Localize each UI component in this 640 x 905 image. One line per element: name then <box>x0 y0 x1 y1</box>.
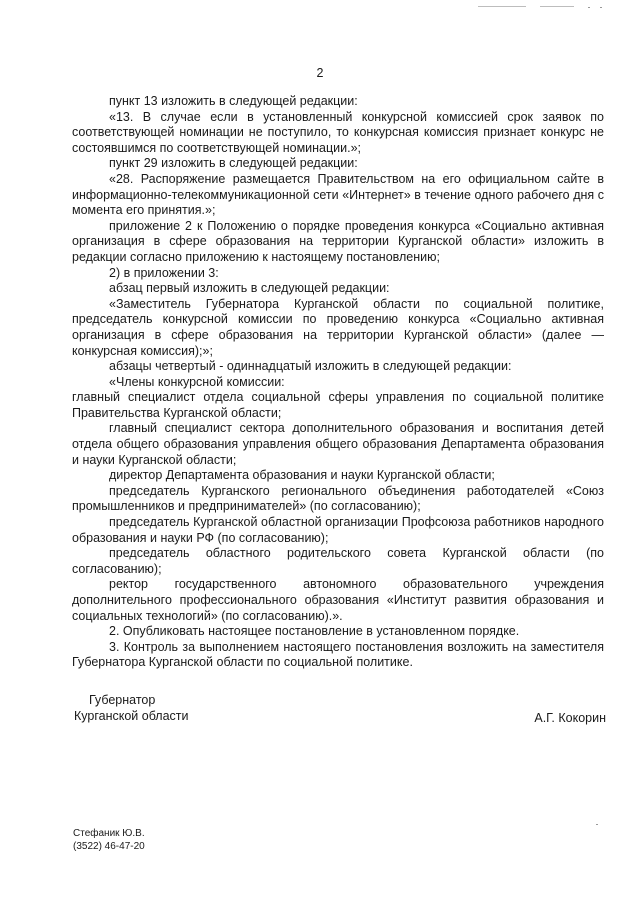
paragraph: «13. В случае если в установленный конкурсной комиссией срок заявок по соответствующей номинации не поступило, то конкурсная комиссия признает конкурс не состоявшимся по соответствующей номинации.»; <box>72 109 604 155</box>
paragraph: председатель областного родительского совета Курганской области (по согласованию); <box>72 546 604 576</box>
paragraph: главный специалист сектора дополнительного образования и воспитания детей отдела общего образования управления общего образования Департамента образования и науки Курганской области; <box>72 421 604 467</box>
paragraph: 3. Контроль за выполнением настоящего постановления возложить на заместителя Губернатора Курганской области по социальной политике. <box>72 639 604 670</box>
executor-phone: (3522) 46-47-20 <box>73 840 145 852</box>
signatory-name: А.Г. Кокорин <box>534 711 606 725</box>
paragraph: пункт 13 изложить в следующей редакции: <box>109 94 358 108</box>
paragraph: председатель Курганской областной организации Профсоюза работников народного образования и науки РФ (по согласованию); <box>72 515 604 545</box>
page-number: 2 <box>316 66 324 80</box>
signature-title <box>74 692 189 724</box>
paragraph: «Заместитель Губернатора Курганской области по социальной политике, председатель конкурсной комиссии по проведению конкурса «Социально активная организация в сфере образования на территории Курганской области» (далее — конкурсная комиссия);»; <box>72 296 604 358</box>
paragraph: директор Департамента образования и науки Курганской области; <box>109 468 495 483</box>
paragraph: главный специалист отдела социальной сферы управления по социальной политике Правительства Курганской области; <box>72 390 604 420</box>
scan-artifact <box>600 7 602 8</box>
paragraph: председатель Курганского регионального объединения работодателей «Союз промышленников и предпринимателей» (по согласованию); <box>72 483 604 514</box>
document-body <box>72 94 604 671</box>
paragraph: «28. Распоряжение размещается Правительством на его официальном сайте в информационно-телекоммуникационной сети «Интернет» в течение одного рабочего дня с момента его принятия.»; <box>72 171 604 218</box>
paragraph: «Члены конкурсной комиссии: <box>109 374 285 389</box>
paragraph: 2. Опубликовать настоящее постановление в установленном порядке. <box>109 624 520 639</box>
scan-artifact <box>540 6 574 7</box>
signature-title-line: Губернатор <box>89 693 156 707</box>
executor-name: Стефаник Ю.В. <box>73 828 145 839</box>
scan-artifact <box>588 7 590 8</box>
paragraph: приложение 2 к Положению о порядке проведения конкурса «Социально активная организация в сфере образования на территории Курганской области» изложить в редакции согласно приложению к настоящему постановлению; <box>72 218 604 264</box>
paragraph: ректор государственного автономного образовательного учреждения дополнительного профессионального образования «Институт развития образования и социальных технологий» (по согласованию).». <box>72 577 604 623</box>
paragraph: абзац первый изложить в следующей редакции: <box>109 281 390 296</box>
paragraph: пункт 29 изложить в следующей редакции: <box>109 156 358 171</box>
scan-artifact <box>596 824 598 825</box>
paragraph: 2) в приложении 3: <box>109 265 219 280</box>
executor-block <box>73 828 145 853</box>
scan-artifact <box>478 6 526 7</box>
paragraph: абзацы четвертый - одиннадцатый изложить в следующей редакции: <box>109 359 512 374</box>
signature-title-line: Курганской области <box>74 709 189 723</box>
